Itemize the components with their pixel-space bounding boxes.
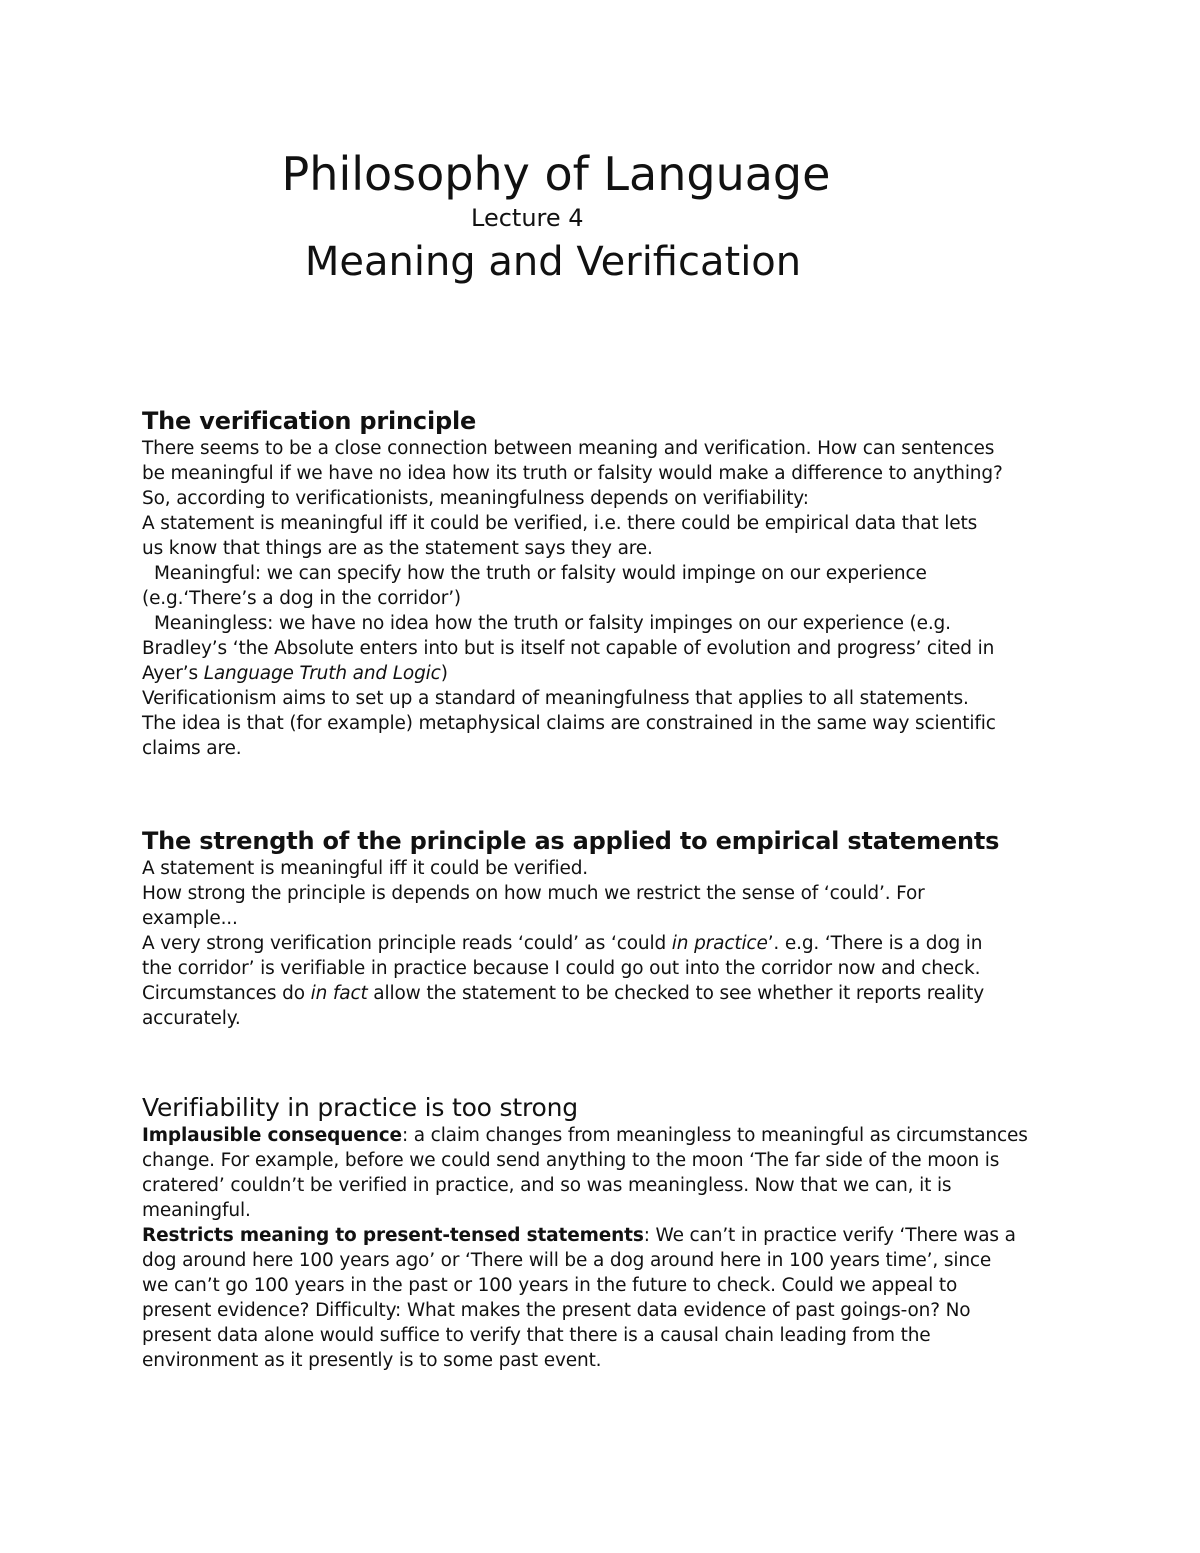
paragraph-line: claims are. [142, 738, 242, 759]
section-heading: Verifiability in practice is too strong [142, 1093, 578, 1122]
paragraph-line: we can’t go 100 years in the past or 100 years in the future to check. Could we appeal to [142, 1275, 958, 1296]
emphasis: in fact [310, 983, 368, 1004]
section-heading: The strength of the principle as applied to empirical statements [142, 827, 1000, 855]
paragraph-line [142, 981, 1082, 1006]
meaningful-definition: Meaningful: we can specify how the truth or falsity would impinge on our experience [154, 563, 927, 584]
paragraph-line [142, 1223, 1082, 1248]
section-heading: The verification principle [142, 407, 477, 435]
lecture-number: Lecture 4 [471, 204, 584, 232]
ayer-citation [142, 661, 1082, 686]
paragraph-line: us know that things are as the statement says they are. [142, 538, 653, 559]
paragraph-line: accurately. [142, 1008, 241, 1029]
citation-prefix: Ayer’s [142, 663, 204, 684]
bold-term: Implausible consequence [142, 1125, 402, 1146]
paragraph-line: change. For example, before we could send anything to the moon ‘The far side of the moon is [142, 1150, 1000, 1171]
section-verifiability-in-practice [142, 1093, 1082, 1373]
paragraph-line: There seems to be a close connection between meaning and verification. How can sentences [142, 438, 995, 459]
paragraph-line: present data alone would suffice to verify that there is a causal chain leading from the [142, 1325, 931, 1346]
text-run: : We can’t in practice verify ‘There was a [643, 1225, 1016, 1246]
paragraph-line: dog around here 100 years ago’ or ‘There will be a dog around here in 100 years time’, since [142, 1250, 992, 1271]
paragraph-line: The idea is that (for example) metaphysical claims are constrained in the same way scientific [142, 713, 996, 734]
paragraph-line: Bradley’s ‘the Absolute enters into but is itself not capable of evolution and progress’ cited in [142, 638, 995, 659]
paragraph-line: example... [142, 908, 238, 929]
paragraph-line: How strong the principle is depends on how much we restrict the sense of ‘could’. For [142, 883, 925, 904]
document-title: Philosophy of Language [281, 147, 831, 201]
paragraph-line: meaningful. [142, 1200, 251, 1221]
paragraph-line: A statement is meaningful iff it could be verified, i.e. there could be empirical data that lets [142, 513, 978, 534]
paragraph-line: A statement is meaningful iff it could be verified. [142, 858, 589, 879]
text-run: allow the statement to be checked to see whether it reports reality [367, 983, 985, 1004]
section-verification-principle [142, 406, 1082, 761]
paragraph-line: cratered’ couldn’t be verified in practice, and so was meaningless. Now that we can, it is [142, 1175, 952, 1196]
paragraph-line: So, according to verificationists, meaningfulness depends on verifiability: [142, 488, 809, 509]
paragraph-line [142, 931, 1082, 956]
paragraph-line: be meaningful if we have no idea how its truth or falsity would make a difference to anything? [142, 463, 1003, 484]
section-strength-of-principle [142, 826, 1082, 1031]
text-run: Circumstances do [142, 983, 311, 1004]
paragraph-line: environment as it presently is to some past event. [142, 1350, 602, 1371]
emphasis: in practice [671, 933, 768, 954]
text-run: A very strong verification principle reads ‘could’ as ‘could [142, 933, 672, 954]
book-title: Language Truth and Logic [203, 663, 441, 684]
paragraph-line: (e.g.‘There’s a dog in the corridor’) [142, 588, 461, 609]
bold-term: Restricts meaning to present-tensed statements [142, 1225, 644, 1246]
paragraph-line: the corridor’ is verifiable in practice because I could go out into the corridor now and check. [142, 958, 981, 979]
meaningless-definition: Meaningless: we have no idea how the truth or falsity impinges on our experience (e.g. [154, 613, 951, 634]
citation-suffix: ) [440, 663, 448, 684]
paragraph-line [142, 1123, 1082, 1148]
text-run: : a claim changes from meaningless to meaningful as circumstances [401, 1125, 1028, 1146]
paragraph-line: Verificationism aims to set up a standard of meaningfulness that applies to all statements. [142, 688, 969, 709]
document-subtitle: Meaning and Verification [304, 239, 802, 285]
text-run: ’. e.g. ‘There is a dog in [767, 933, 983, 954]
paragraph-line: present evidence? Difficulty: What makes the present data evidence of past goings-on? No [142, 1300, 971, 1321]
